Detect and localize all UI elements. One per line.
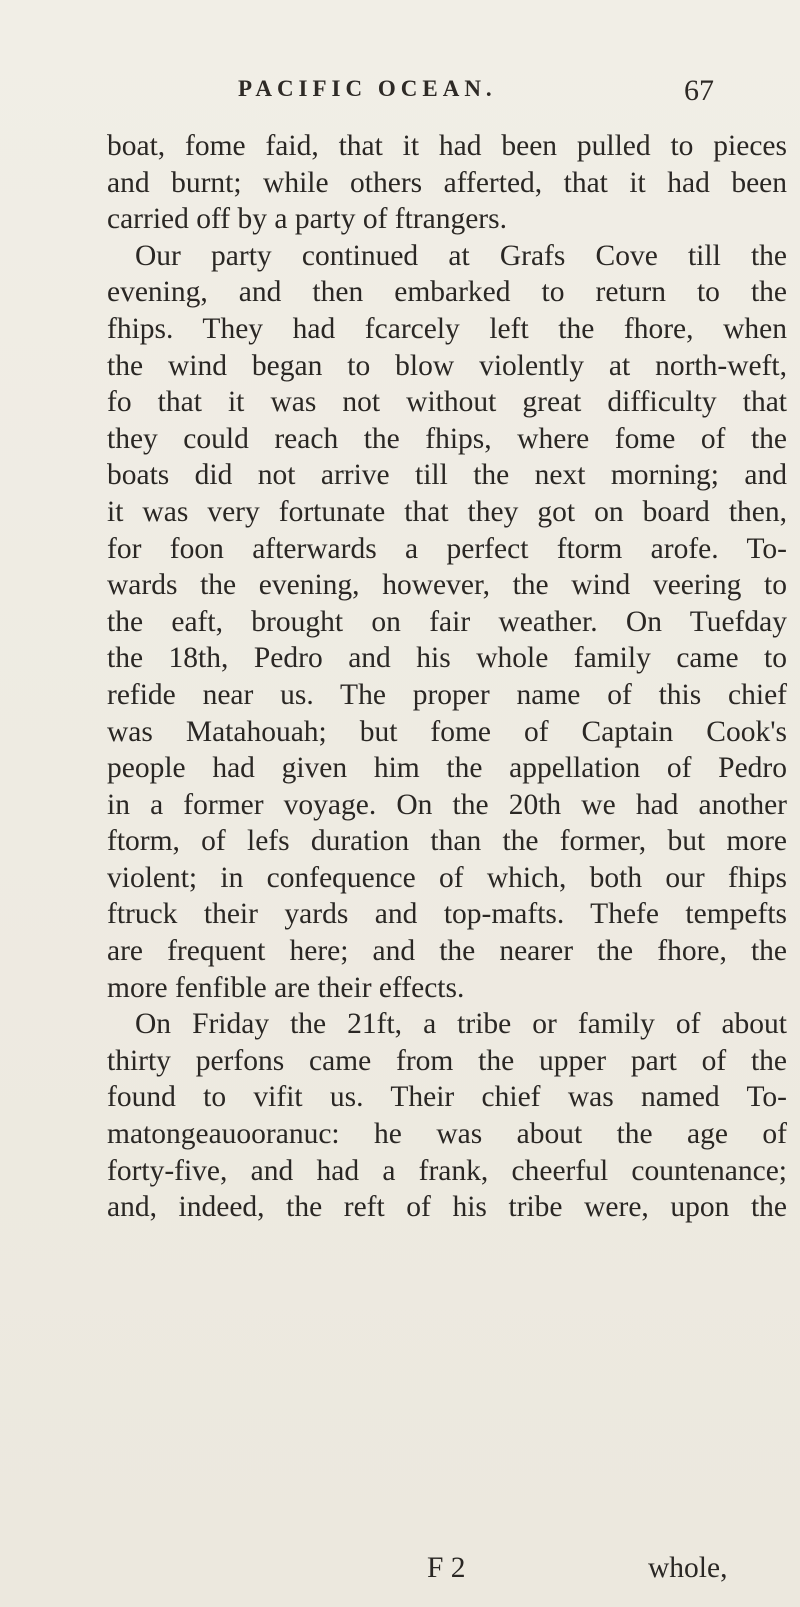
text-line: and burnt; while others afferted, that it had been [107,166,787,199]
text-line: fo that it was not without great difficulty that [107,386,787,419]
text-line: carried off by a party of ftrangers. [107,203,507,236]
text-line: thirty perfons came from the upper part of the [107,1044,787,1077]
text-line: violent; in confequence of which, both our fhips [107,861,787,894]
text-line: more fenfible are their effects. [107,971,465,1004]
text-line: the wind began to blow violently at north-weft, [107,349,787,382]
text-line: in a former voyage. On the 20th we had another [107,788,787,821]
text-line: ftorm, of lefs duration than the former, but more [107,825,787,858]
text-line: refide near us. The proper name of this chief [107,678,787,711]
text-line: wards the evening, however, the wind veering to [107,569,787,602]
text-line: for foon afterwards a perfect ftorm arofe. To- [107,532,787,565]
page-footer [0,1552,800,1592]
text-line: fhips. They had fcarcely left the fhore, when [107,312,787,345]
text-line: they could reach the fhips, where fome of the [107,422,787,455]
text-line: boats did not arrive till the next morning; and [107,459,787,492]
text-line: ftruck their yards and top-mafts. Thefe tempefts [107,898,787,931]
running-title: PACIFIC OCEAN. [238,76,497,101]
page-number: 67 [684,74,714,107]
text-line: forty-five, and had a frank, cheerful countenance; [107,1154,787,1187]
text-line: are frequent here; and the nearer the fhore, the [107,935,787,968]
text-line: found to vifit us. Their chief was named To- [107,1081,787,1114]
body-text [107,128,787,1226]
text-line: evening, and then embarked to return to the [107,276,787,309]
text-line: matongeauooranuc: he was about the age of [107,1118,787,1151]
text-line: and, indeed, the reft of his tribe were, upon the [107,1191,787,1224]
page-header [0,70,800,110]
text-line: it was very fortunate that they got on board then, [107,495,787,528]
text-line: boat, fome faid, that it had been pulled to pieces [107,130,787,162]
text-line: On Friday the 21ft, a tribe or family of about [135,1008,787,1041]
signature-mark: F 2 [427,1552,466,1584]
catchword: whole, [648,1552,728,1584]
text-line: the 18th, Pedro and his whole family came to [107,642,787,675]
text-line: was Matahouah; but fome of Captain Cook's [107,715,787,748]
text-line: the eaft, brought on fair weather. On Tuefday [107,605,787,638]
text-line: Our party continued at Grafs Cove till the [135,239,787,272]
text-line: people had given him the appellation of Pedro [107,752,787,785]
